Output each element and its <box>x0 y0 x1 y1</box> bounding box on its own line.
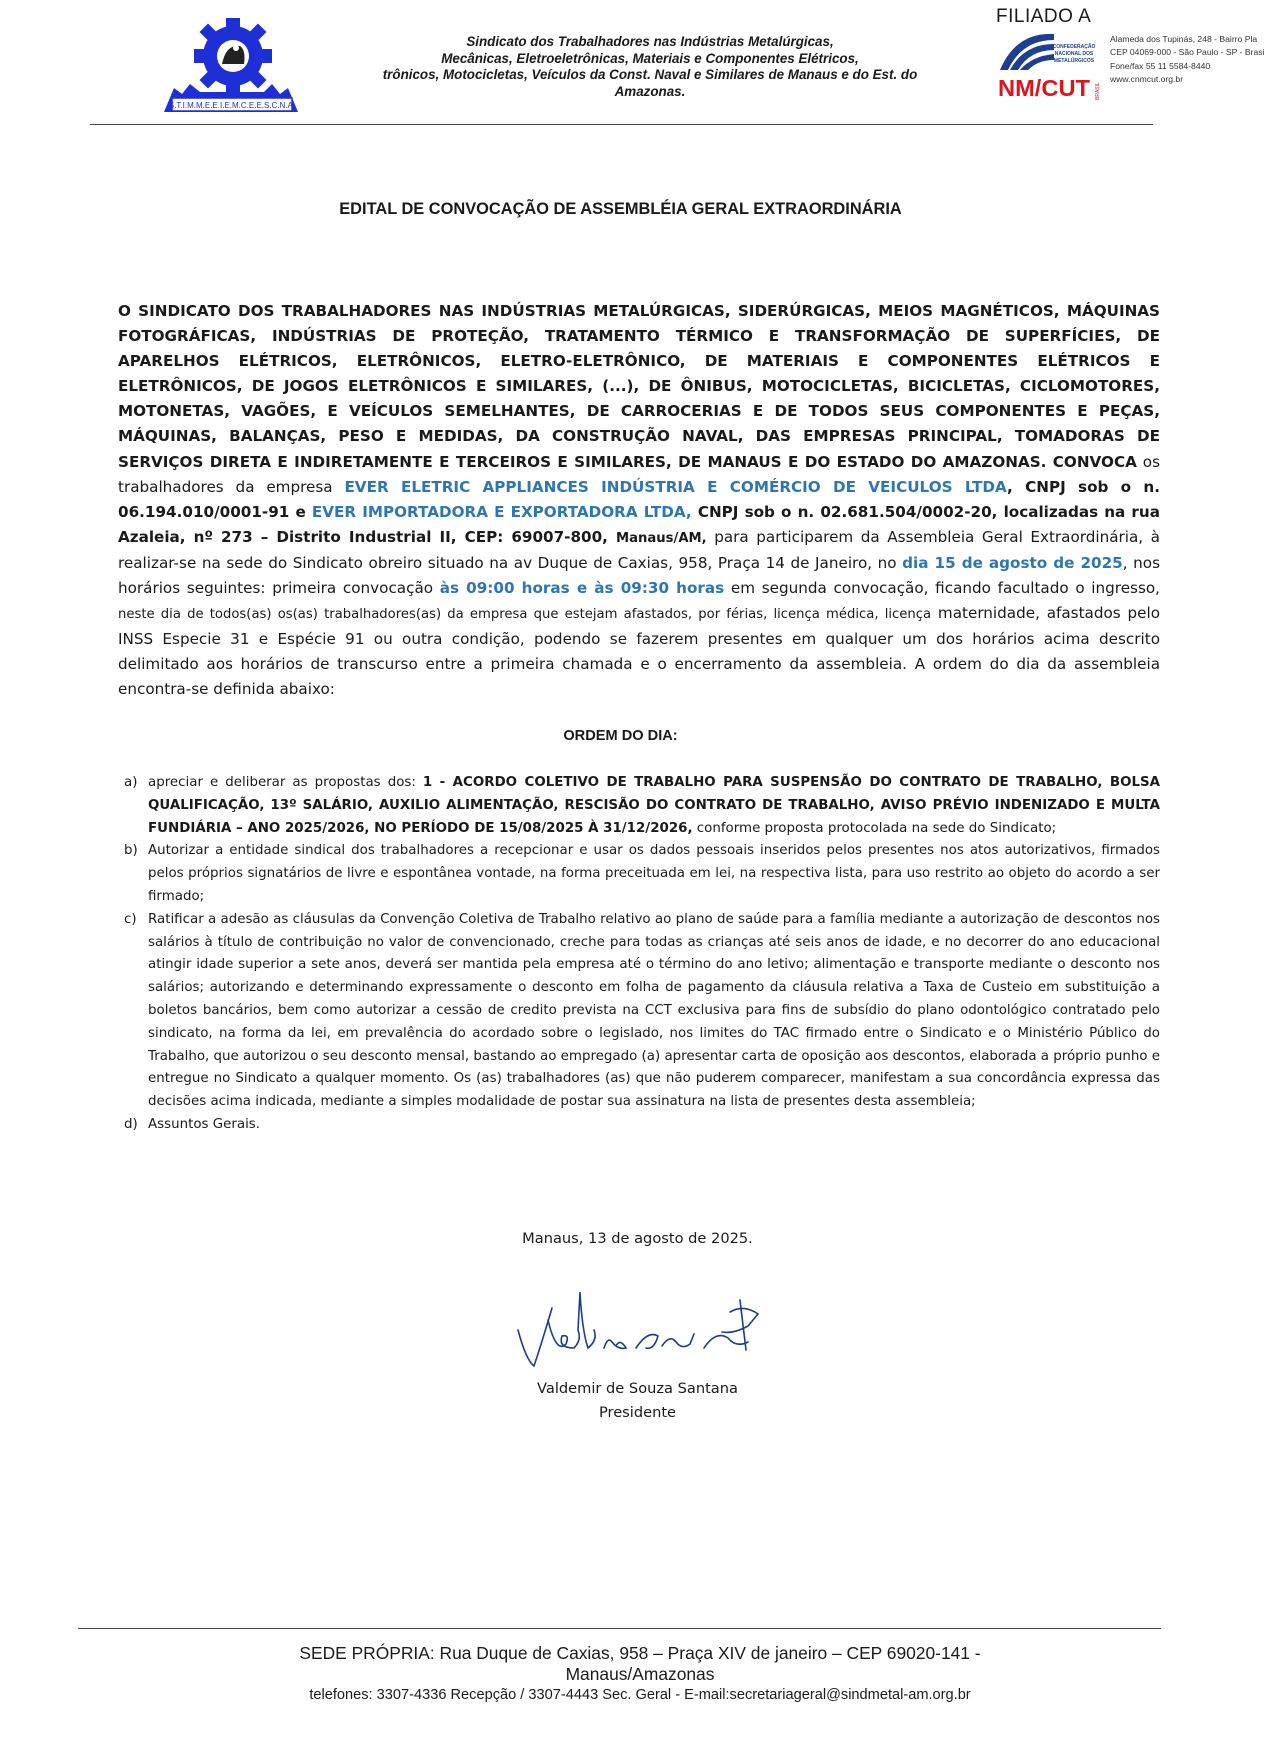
affiliation-label: FILIADO A <box>996 6 1092 27</box>
agenda-item-text: Assuntos Gerais. <box>148 1116 261 1132</box>
agenda-item-marker: c) <box>124 911 137 927</box>
union-name-line: Sindicato dos Trabalhadores nas Indústrias Metalúrgicas, <box>466 34 834 49</box>
agenda-item-marker: d) <box>124 1116 138 1132</box>
svg-text:NM/CUT: NM/CUT <box>998 75 1090 101</box>
union-name-line: Mecânicas, Eletroeletrônicas, Materiais e Componentes Elétricos, <box>441 50 859 66</box>
footer <box>160 1643 1120 1706</box>
company-name: EVER IMPORTADORA E EXPORTADORA LTDA, <box>311 502 692 521</box>
svg-text:CONFEDERAÇÃO: CONFEDERAÇÃO <box>1052 44 1096 50</box>
convocation-paragraph <box>118 299 1160 703</box>
company-name: EVER ELETRIC APPLIANCES INDÚSTRIA E COMÉRCIO DE VEICULOS LTDA <box>344 477 1008 496</box>
agenda-item <box>124 772 1160 840</box>
cnm-address-line: Alameda dos Tupinás, 248 - Bairro Pla <box>1110 34 1258 44</box>
body-text: em segunda convocação, ficando facultado o ingresso, <box>724 579 1160 598</box>
svg-text:NACIONAL DOS: NACIONAL DOS <box>1054 51 1094 57</box>
svg-text:METALÚRGICOS: METALÚRGICOS <box>1053 58 1095 64</box>
agenda-title: ORDEM DO DIA: <box>563 728 678 744</box>
body-text: maternidade, afastados pelo INSS Especie 31 e Espécie 91 ou outra condição, podendo se fazerem presentes em qualquer um dos horários acima descrito delimitado aos horários de transcurso entre a primeira chamada e o encerramento da assembleia. A ordem do dia da assembleia encontra-se definida abaixo: <box>118 604 1161 699</box>
place-and-date: Manaus, 13 de agosto de 2025. <box>522 1230 753 1247</box>
cnm-address-line: www.cnmcut.org.br <box>1110 74 1184 85</box>
document-title: EDITAL DE CONVOCAÇÃO DE ASSEMBLÉIA GERAL EXTRAORDINÁRIA <box>339 200 902 218</box>
union-logo <box>160 14 310 118</box>
footer-divider <box>78 1628 1161 1629</box>
footer-contact: telefones: 3307-4336 Recepção / 3307-4443 Sec. Geral - E-mail:secretariageral@sindmetal-am.org.br <box>309 1687 971 1703</box>
agenda-item-marker: a) <box>124 775 138 790</box>
logo-text: S.T.I.M.M.E.E.I.E.M.C.E.E.S.C.N.A. <box>168 101 296 110</box>
cnm-address-line: CEP 04069-000 - São Paulo - SP - Brasi <box>1110 47 1265 58</box>
assembly-date: dia 15 de agosto de 2025 <box>902 553 1123 572</box>
body-text: os trabalhadores da empresa <box>118 452 1160 496</box>
agenda-item-marker: b) <box>124 843 138 859</box>
union-name-line: trônicos, Motocicletas, Veículos da Const. Naval e Similares de Manaus e do Est. do <box>382 67 918 83</box>
cnm-address <box>1110 33 1264 87</box>
company-city: Manaus/AM, <box>615 530 707 546</box>
agenda-item <box>124 1114 1160 1137</box>
footer-address: SEDE PRÓPRIA: Rua Duque de Caxias, 958 – Praça XIV de janeiro – CEP 69020-141 - <box>299 1643 981 1663</box>
signer-name: Valdemir de Souza Santana <box>537 1380 738 1397</box>
cnm-cut-logo <box>996 30 1104 102</box>
agenda-item-text: Ratificar a adesão as cláusulas da Convenção Coletiva de Trabalho relativo ao plano de saúde para a família mediante a autorização de descontos nos salários à título de contribuição no valor de convencionado, creche para todas as crianças até seis anos de idade, e no decorrer do ano educacional atingir idade superior a sete anos, deverá ser mantida pela empresa até o término do ano letivo; alimentação e transporte mediante o desconto nos salários; autorizando e determinando expressamente o desconto em folha de pagamento da cláusula relativa a Taxa de Custeio em substituição a boletos bancários, bem como autorizar a cessão de credito prevista na CCT exclusiva para fins de subsídio do plano odontológico contratado pelo sindicato, na forma da lei, em prevalência do acordado sobre o legislado, nos limites do TAC firmado entre o Sindicato e o Ministério Público do Trabalho, que autorizou o seu desconto mensal, bastando ao empregado (a) apresentar carta de oposição aos descontos, elaborada a próprio punho e entregue no Sindicato a qualquer momento. Os (as) trabalhadores (as) que não puderem comparecer, manifestam a sua concordância expressa das decisões acima indicada, mediante a simples modalidade de postar sua assinatura na lista de presentes desta assembleia; <box>148 911 1160 1110</box>
union-full-name: O SINDICATO DOS TRABALHADORES NAS INDÚSTRIAS METALÚRGICAS, SIDERÚRGICAS, MEIOS MAGNÉTICOS, MÁQUINAS FOTOGRÁFICAS, INDÚSTRIAS DE PROTEÇÃO, TRATAMENTO TÉRMICO E TRANSFORMAÇÃO DE SUPERFÍCIES, DE APARELHOS ELÉTRICOS, ELETRÔNICOS, ELETRO-ELETRÔNICO, DE MATERIAIS E COMPONENTES ELÉTRICOS E ELETRÔNICOS, DE JOGOS ELETRÔNICOS E SIMILARES, (...), DE ÔNIBUS, MOTOCICLETAS, BICICLETAS, CICLOMOTORES, MOTONETAS, VAGÕES, E VEÍCULOS SEMELHANTES, DE CARROCERIAS E DE TODOS SEUS COMPONENTES E PEÇAS, MÁQUINAS, BALANÇAS, PESO E MEDIDAS, DA CONSTRUÇÃO NAVAL, DAS EMPRESAS PRINCIPAL, TOMADORAS DE SERVIÇOS DIRETA E INDIRETAMENTE E TERCEIROS E SIMILARES, DE MANAUS E DO ESTADO DO AMAZONAS. CONVOCA <box>118 302 1160 471</box>
body-text: neste dia de todos(as) os(as) trabalhadores(as) da empresa que estejam afastados, por férias, licença médica, licença <box>118 607 932 623</box>
agenda-item-text: apreciar e deliberar as propostas dos: <box>148 775 423 790</box>
company-cnpj: , CNPJ sob o n. 06.194.010/0001-91 e <box>118 477 1160 521</box>
agenda-item-bold: 1 - ACORDO COLETIVO DE TRABALHO PARA SUSPENSÃO DO CONTRATO DE TRABALHO, BOLSA QUALIFICAÇÃO, 13º SALÁRIO, AUXILIO ALIMENTAÇÃO, RESCISÃO DO CONTRATO DE TRABALHO, AVISO PRÉVIO INDENIZADO E MULTA FUNDIÁRIA – ANO 2025/2026, NO PERÍODO DE 15/08/2025 À 31/12/2026, <box>148 775 1160 836</box>
signer-role: Presidente <box>598 1404 677 1421</box>
agenda-item-text: conforme proposta protocolada na sede do Sindicato; <box>692 820 1057 836</box>
assembly-times: às 09:00 horas e às 09:30 horas <box>439 579 725 598</box>
company-address: CNPJ sob o n. 02.681.504/0002-20, localizadas na rua Azaleia, nº 273 – Distrito Industrial II, CEP: 69007-800, <box>118 502 1160 546</box>
agenda-item <box>124 909 1160 1114</box>
affiliation-block <box>992 6 1265 106</box>
footer-address: Manaus/Amazonas <box>565 1664 715 1684</box>
union-name <box>350 34 950 100</box>
union-name-line: Amazonas. <box>614 83 686 99</box>
cnm-address-line: Fone/fax 55 11 5584-8440 <box>1110 60 1211 71</box>
agenda-item-text: Autorizar a entidade sindical dos trabalhadores a recepcionar e usar os dados pessoais inseridos pelos presentes nos atos autorizativos, firmados pelos próprios signatários de livre e espontânea vontade, na forma preceituada em lei, na respectiva lista, para uso restrito ao objeto do acordo a ser firmado; <box>148 843 1160 904</box>
gear-icon <box>160 14 310 118</box>
body-text: , nos horários seguintes: primeira convocação <box>118 553 1160 598</box>
header-divider <box>90 124 1153 125</box>
agenda-list <box>124 772 1160 1137</box>
handwritten-signature <box>508 1290 768 1374</box>
agenda-item <box>124 840 1160 908</box>
svg-text:BRASIL: BRASIL <box>1095 82 1101 100</box>
body-text: para participarem da Assembleia Geral Extraordinária, à realizar-se na sede do Sindicato obreiro situado na av Duque de Caxias, 958, Praça 14 de Janeiro, no <box>118 527 1160 572</box>
